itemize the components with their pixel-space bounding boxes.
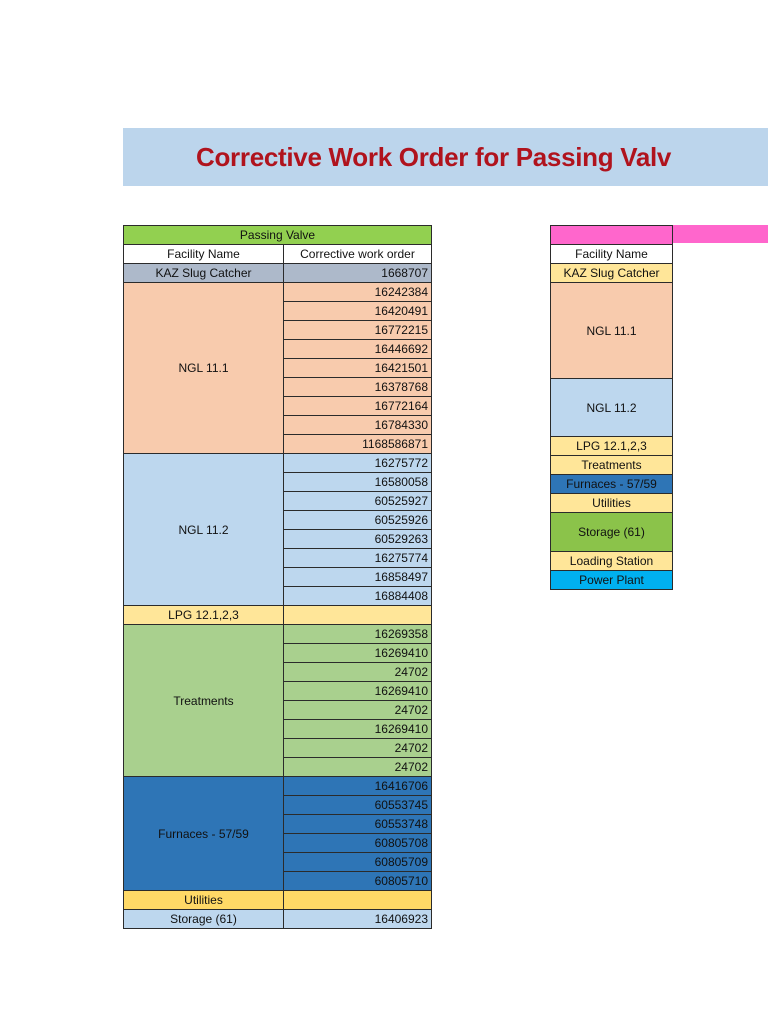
work-order-cell: 1168586871: [284, 435, 432, 454]
work-order-cell: 16580058: [284, 473, 432, 492]
work-order-cell: 16858497: [284, 568, 432, 587]
work-order-cell: 24702: [284, 701, 432, 720]
column-header-order: Corrective work order: [284, 245, 432, 264]
legend-facility-cell: NGL 11.2: [551, 379, 673, 437]
legend-row: [551, 571, 673, 590]
work-order-cell: 60553745: [284, 796, 432, 815]
page-title: Corrective Work Order for Passing Valv: [196, 142, 672, 172]
table-row: [124, 777, 432, 796]
work-order-cell: 1668707: [284, 264, 432, 283]
facility-cell: NGL 11.2: [124, 454, 284, 606]
work-order-cell: 16378768: [284, 378, 432, 397]
legend-header-cell: [551, 226, 673, 245]
page-bottom-margin: [0, 943, 768, 1024]
work-order-cell: [284, 606, 432, 625]
work-order-cell: 16421501: [284, 359, 432, 378]
table-row: [124, 606, 432, 625]
facility-cell: NGL 11.1: [124, 283, 284, 454]
work-order-cell: 60805708: [284, 834, 432, 853]
facility-cell: KAZ Slug Catcher: [124, 264, 284, 283]
title-banner: [123, 128, 768, 186]
work-order-cell: 16269410: [284, 682, 432, 701]
legend-row: [551, 552, 673, 571]
legend-facility-cell: Treatments: [551, 456, 673, 475]
table-row: [124, 891, 432, 910]
legend-row: [551, 379, 673, 437]
facility-legend-table: [550, 225, 673, 590]
passing-valve-table: [123, 225, 432, 929]
work-order-cell: 16269410: [284, 720, 432, 739]
work-order-cell: 16416706: [284, 777, 432, 796]
facility-cell: LPG 12.1,2,3: [124, 606, 284, 625]
legend-row: [551, 475, 673, 494]
work-order-cell: [284, 891, 432, 910]
legend-row: [551, 264, 673, 283]
work-order-cell: 16784330: [284, 416, 432, 435]
work-order-cell: 16242384: [284, 283, 432, 302]
work-order-cell: 24702: [284, 758, 432, 777]
column-header-facility: Facility Name: [124, 245, 284, 264]
work-order-cell: 16275774: [284, 549, 432, 568]
work-order-cell: 16420491: [284, 302, 432, 321]
work-order-cell: 16772164: [284, 397, 432, 416]
table-row: [124, 283, 432, 302]
legend-facility-cell: LPG 12.1,2,3: [551, 437, 673, 456]
work-order-cell: 60805710: [284, 872, 432, 891]
work-order-cell: 60525927: [284, 492, 432, 511]
table-title-cell: Passing Valve: [124, 226, 432, 245]
table-row: [124, 264, 432, 283]
legend-row: [551, 456, 673, 475]
legend-facility-cell: Power Plant: [551, 571, 673, 590]
legend-row: [551, 437, 673, 456]
work-order-cell: 16269358: [284, 625, 432, 644]
table-row: [124, 910, 432, 929]
work-order-cell: 16406923: [284, 910, 432, 929]
work-order-cell: 60553748: [284, 815, 432, 834]
legend-row: [551, 494, 673, 513]
work-order-cell: 60525926: [284, 511, 432, 530]
facility-cell: Treatments: [124, 625, 284, 777]
work-order-cell: 16884408: [284, 587, 432, 606]
legend-column-header-facility: Facility Name: [551, 245, 673, 264]
legend-facility-cell: Utilities: [551, 494, 673, 513]
table-header-row: [124, 226, 432, 245]
facility-cell: Storage (61): [124, 910, 284, 929]
legend-facility-cell: NGL 11.1: [551, 283, 673, 379]
work-order-cell: 60529263: [284, 530, 432, 549]
work-order-cell: 24702: [284, 739, 432, 758]
table-row: [124, 625, 432, 644]
work-order-cell: 16446692: [284, 340, 432, 359]
facility-cell: Furnaces - 57/59: [124, 777, 284, 891]
legend-row: [551, 283, 673, 379]
work-order-cell: 16269410: [284, 644, 432, 663]
legend-facility-cell: Storage (61): [551, 513, 673, 552]
legend-column-header-row: [551, 245, 673, 264]
legend-row: [551, 513, 673, 552]
table-row: [124, 454, 432, 473]
work-order-cell: 16275772: [284, 454, 432, 473]
legend-facility-cell: KAZ Slug Catcher: [551, 264, 673, 283]
work-order-cell: 60805709: [284, 853, 432, 872]
facility-cell: Utilities: [124, 891, 284, 910]
legend-header-row: [551, 226, 673, 245]
work-order-cell: 24702: [284, 663, 432, 682]
work-order-cell: 16772215: [284, 321, 432, 340]
legend-facility-cell: Furnaces - 57/59: [551, 475, 673, 494]
column-header-row: [124, 245, 432, 264]
legend-facility-cell: Loading Station: [551, 552, 673, 571]
